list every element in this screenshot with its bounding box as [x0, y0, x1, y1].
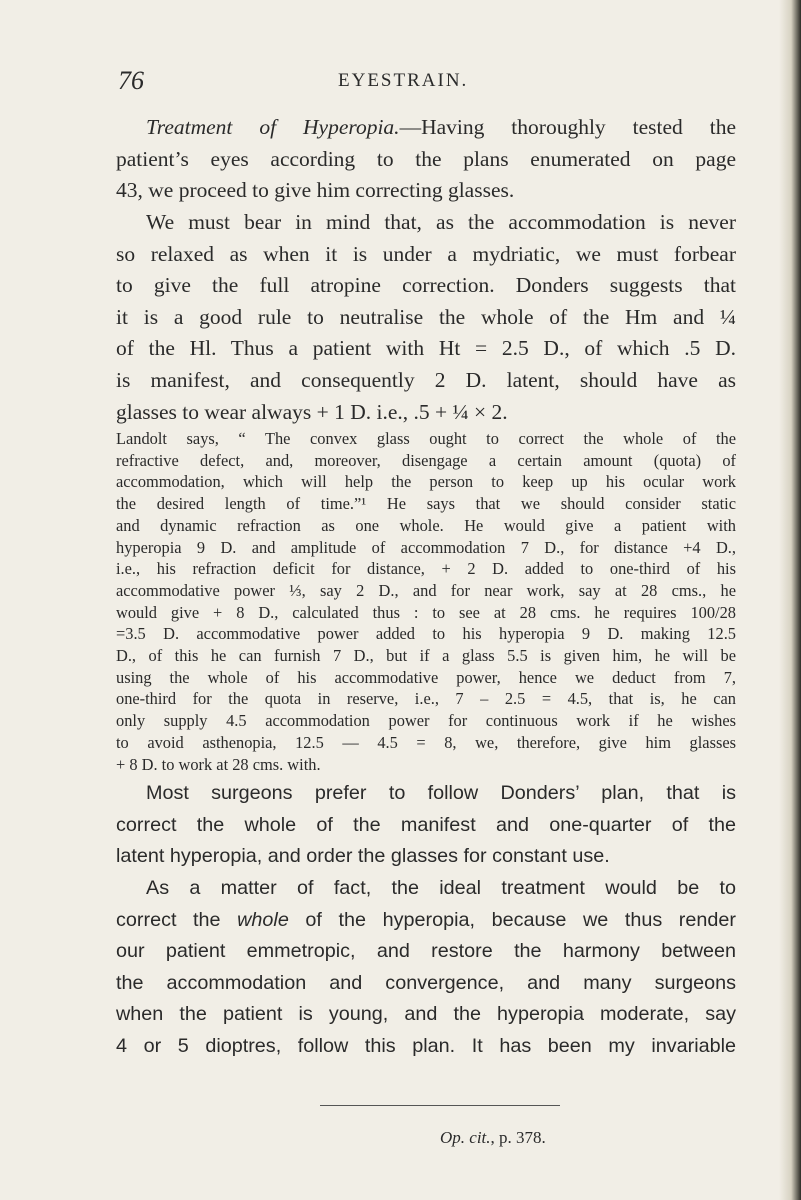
- text-line: glasses to wear always + 1 D. i.e., .5 + ¼ × 2.: [116, 399, 508, 424]
- footnote-citation: Op. cit.: [440, 1128, 491, 1147]
- emphasis-whole: whole: [237, 908, 289, 931]
- paragraph-landolt: [116, 428, 736, 775]
- text-line: Most surgeons prefer to follow Donders’ plan, that is: [146, 782, 736, 804]
- text-line: latent hyperopia, and order the glasses for constant use.: [116, 845, 610, 868]
- text-line: the accommodation and convergence, and many surgeons: [116, 971, 736, 994]
- text-line: 4 or 5 dioptres, follow this plan. It has been my invariable: [116, 1034, 736, 1057]
- text-line: is manifest, and consequently 2 D. latent, should have as: [116, 367, 736, 392]
- text-line: As a matter of fact, the ideal treatment would be to: [146, 877, 736, 899]
- text-line: and dynamic refraction as one whole. He would give a patient with: [116, 515, 736, 535]
- text-line: i.e., his refraction deficit for distance, + 2 D. added to one-third of his: [116, 559, 736, 579]
- text-line: We must bear in mind that, as the accommodation is never: [146, 210, 736, 234]
- text-line: of the Hl. Thus a patient with Ht = 2.5 D., of which .5 D.: [116, 336, 736, 361]
- text-line: would give + 8 D., calculated thus : to see at 28 cms. he requires 100/28: [116, 602, 736, 622]
- text-line: Treatment of Hyperopia.—Having thoroughly tested the: [146, 115, 736, 139]
- text-line: the desired length of time.”¹ He says that we should consider static: [116, 494, 736, 514]
- text-line: one-third for the quota in reserve, i.e., 7 – 2.5 = 4.5, that is, he can: [116, 689, 736, 709]
- footnote: [440, 1128, 546, 1148]
- text-line: correct the whole of the hyperopia, because we thus render: [116, 908, 736, 931]
- text-line: only supply 4.5 accommodation power for continuous work if he wishes: [116, 711, 736, 731]
- text-line: using the whole of his accommodative power, hence we deduct from 7,: [116, 667, 736, 687]
- text-line: D., of this he can furnish 7 D., but if a glass 5.5 is given him, he will be: [116, 646, 736, 666]
- running-head: [118, 66, 738, 106]
- text-line: refractive defect, and, moreover, disengage a certain amount (quota) of: [116, 450, 736, 470]
- text-line: to give the full atropine correction. Donders suggests that: [116, 273, 736, 298]
- text-line: Landolt says, “ The convex glass ought to correct the whole of the: [116, 429, 736, 448]
- text-line: patient’s eyes according to the plans enumerated on page: [116, 146, 736, 171]
- paragraph-donders-rule: [116, 207, 736, 428]
- footnote-page: , p. 378.: [490, 1128, 546, 1147]
- footnote-divider: [320, 1105, 560, 1106]
- text-line: it is a good rule to neutralise the whole of the Hm and ¼: [116, 304, 736, 329]
- paragraph-treatment: [116, 112, 736, 207]
- paragraph-ideal-treatment: [116, 873, 736, 1063]
- text-line: our patient emmetropic, and restore the harmony between: [116, 940, 736, 963]
- text-line: correct the whole of the manifest and one-quarter of the: [116, 813, 736, 836]
- page-edge-shadow: [779, 0, 801, 1200]
- text-line: 43, we proceed to give him correcting glasses.: [116, 178, 515, 203]
- text-line: hyperopia 9 D. and amplitude of accommodation 7 D., for distance +4 D.,: [116, 537, 736, 557]
- text-line: + 8 D. to work at 28 cms. with.: [116, 754, 321, 774]
- text-line: so relaxed as when it is under a mydriatic, we must forbear: [116, 241, 736, 266]
- text-line: accommodation, which will help the person to keep up his ocular work: [116, 472, 736, 492]
- text-line: accommodative power ⅓, say 2 D., and for near work, say at 28 cms., he: [116, 580, 736, 600]
- page-number: 76: [118, 66, 144, 95]
- text-line: =3.5 D. accommodative power added to his hyperopia 9 D. making 12.5: [116, 624, 736, 644]
- text-line: to avoid asthenopia, 12.5 — 4.5 = 8, we, therefore, give him glasses: [116, 732, 736, 752]
- section-heading: Treatment of Hyperopia.: [146, 115, 400, 139]
- paragraph-surgeons-prefer: [116, 778, 736, 873]
- text-line: when the patient is young, and the hyperopia moderate, say: [116, 1003, 736, 1026]
- running-title: EYESTRAIN.: [338, 70, 469, 91]
